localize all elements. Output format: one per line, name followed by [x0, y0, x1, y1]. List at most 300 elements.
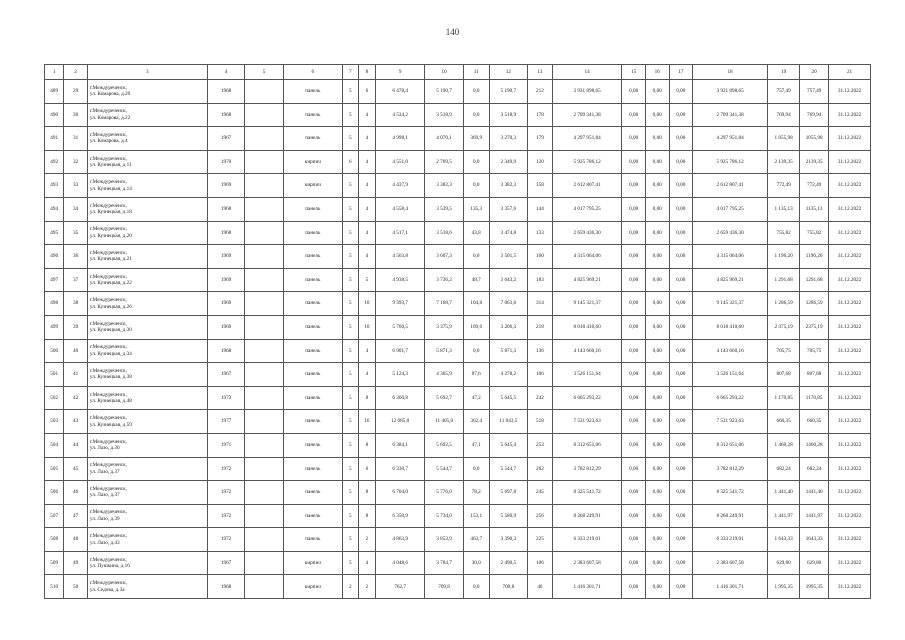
table-cell: 1643,33: [800, 528, 829, 552]
table-cell: 50: [64, 575, 88, 599]
table-cell: 262: [528, 457, 553, 481]
table-row: [45, 339, 871, 363]
table-cell: 769,94: [800, 103, 829, 127]
table-cell: 0,00: [622, 268, 646, 292]
table-cell: 4: [358, 245, 375, 269]
table-cell: 369,9: [463, 127, 489, 151]
table-cell: [245, 363, 284, 387]
address-cell: [87, 363, 207, 387]
table-cell: 362,4: [463, 410, 489, 434]
table-cell: 0,00: [669, 150, 693, 174]
table-cell: 0,00: [669, 433, 693, 457]
table-cell: 3 357,6: [489, 197, 528, 221]
table-row: [45, 174, 871, 198]
table-cell: 0,00: [622, 315, 646, 339]
table-cell: 1969: [207, 292, 244, 316]
address-cell: [87, 339, 207, 363]
table-cell: [245, 245, 284, 269]
table-cell: панель: [283, 504, 342, 528]
table-cell: 37: [64, 268, 88, 292]
table-cell: 660,35: [800, 410, 829, 434]
table-cell: 6 360,8: [376, 386, 425, 410]
address-cell: [87, 174, 207, 198]
table-cell: 6 901,7: [376, 339, 425, 363]
table-cell: 6 704,0: [376, 481, 425, 505]
table-cell: 682,24: [768, 457, 800, 481]
table-cell: 31.12.2022: [829, 103, 871, 127]
table-cell: 5 692,5: [425, 433, 464, 457]
table-cell: 133: [528, 221, 553, 245]
table-cell: 629,80: [768, 551, 800, 575]
table-cell: 518: [528, 410, 553, 434]
table-cell: 0,00: [622, 504, 646, 528]
table-cell: 0,0: [463, 80, 489, 104]
address-line: ул. Кузнецкая, д.21: [89, 256, 132, 263]
table-cell: 314: [528, 292, 553, 316]
table-cell: 1 416 301,71: [693, 575, 768, 599]
column-header: 12: [489, 65, 528, 80]
table-cell: 106: [528, 363, 553, 387]
address-cell: [87, 315, 207, 339]
table-cell: 507: [45, 504, 64, 528]
table-row: [45, 127, 871, 151]
table-cell: 35: [64, 221, 88, 245]
table-row: [45, 481, 871, 505]
table-cell: 4 048,6: [376, 551, 425, 575]
table-cell: 757,49: [768, 80, 800, 104]
address-line: г.Междуреченск,: [89, 249, 127, 256]
table-cell: [245, 268, 284, 292]
table-cell: [245, 457, 284, 481]
address-cell: [87, 575, 207, 599]
table-cell: 31.12.2022: [829, 575, 871, 599]
table-cell: 1970: [207, 150, 244, 174]
table-cell: 183: [528, 268, 553, 292]
table-cell: 1968: [207, 339, 244, 363]
table-cell: 46: [528, 575, 553, 599]
table-cell: 5 190,7: [489, 80, 528, 104]
table-cell: 0,00: [669, 575, 693, 599]
table-cell: 6: [358, 457, 375, 481]
table-cell: 5: [342, 457, 358, 481]
address-line: ул. Лазо, д.37: [89, 468, 120, 475]
table-cell: 4 278,2: [489, 363, 528, 387]
table-cell: 0,00: [669, 551, 693, 575]
table-cell: панель: [283, 457, 342, 481]
table-cell: 0,00: [622, 575, 646, 599]
table-cell: 2 709 341,38: [552, 103, 622, 127]
table-cell: 1968: [207, 197, 244, 221]
column-header: 18: [693, 65, 768, 80]
table-cell: 135,3: [463, 197, 489, 221]
table-cell: 5: [342, 410, 358, 434]
address-line: г.Междуреченск,: [89, 438, 127, 445]
table-cell: 500: [45, 339, 64, 363]
table-cell: 8 325 541,72: [552, 481, 622, 505]
table-cell: 1 291,68: [768, 268, 800, 292]
table-cell: 2 139,35: [768, 150, 800, 174]
table-cell: 0,00: [622, 410, 646, 434]
table-cell: 0,00: [622, 80, 646, 104]
table-cell: панель: [283, 315, 342, 339]
table-cell: кирпич: [283, 150, 342, 174]
table-cell: 490: [45, 103, 64, 127]
table-cell: 9 393,7: [376, 292, 425, 316]
address-line: г.Междуреченск,: [89, 556, 127, 563]
table-cell: 3 931 898,65: [552, 80, 622, 104]
table-cell: 4: [358, 551, 375, 575]
table-cell: 5 925 786,12: [552, 150, 622, 174]
column-header: 21: [829, 65, 871, 80]
table-cell: 0,00: [645, 575, 669, 599]
table-cell: 8: [358, 481, 375, 505]
table-cell: 31.12.2022: [829, 504, 871, 528]
table-cell: 4: [358, 197, 375, 221]
housing-register-table: [44, 64, 871, 599]
table-cell: 47,2: [463, 386, 489, 410]
table-cell: 5 925 786,12: [693, 150, 768, 174]
table-cell: панель: [283, 292, 342, 316]
table-cell: 1 170,85: [768, 386, 800, 410]
table-cell: 4 551,0: [376, 150, 425, 174]
column-header: 8: [358, 65, 375, 80]
table-cell: 2 490,5: [489, 551, 528, 575]
table-cell: 0,00: [622, 221, 646, 245]
table-cell: 0,00: [645, 528, 669, 552]
table-cell: 1972: [207, 457, 244, 481]
table-cell: 1 441,40: [768, 481, 800, 505]
table-cell: 4 825 969,21: [552, 268, 622, 292]
column-header: 13: [528, 65, 553, 80]
table-cell: 3 518,9: [489, 103, 528, 127]
table-cell: 5 760,5: [376, 315, 425, 339]
table-cell: 2 659 436,30: [693, 221, 768, 245]
table-cell: 3 501,5: [489, 245, 528, 269]
table-cell: 1 286,59: [768, 292, 800, 316]
table-cell: [245, 386, 284, 410]
table-cell: 7 531 923,63: [693, 410, 768, 434]
table-cell: 1 995,35: [768, 575, 800, 599]
table-cell: 660,35: [768, 410, 800, 434]
address-line: ул. Лазо, д.43: [89, 539, 120, 546]
table-cell: 502: [45, 386, 64, 410]
table-cell: панель: [283, 433, 342, 457]
table-cell: 0,00: [622, 174, 646, 198]
table-cell: 31.12.2022: [829, 315, 871, 339]
column-header: 15: [622, 65, 646, 80]
table-cell: 1968: [207, 80, 244, 104]
table-cell: 5 871,3: [489, 339, 528, 363]
table-cell: 1291,68: [800, 268, 829, 292]
table-cell: 4 517,1: [376, 221, 425, 245]
table-cell: 4 017 795,25: [693, 197, 768, 221]
table-cell: 31.12.2022: [829, 221, 871, 245]
address-cell: [87, 433, 207, 457]
column-header: 19: [768, 65, 800, 80]
column-header: 11: [463, 65, 489, 80]
table-cell: 4: [358, 174, 375, 198]
address-cell: [87, 150, 207, 174]
table-cell: 30,0: [463, 551, 489, 575]
table-cell: 5: [342, 292, 358, 316]
address-line: г.Междуреченск,: [89, 415, 127, 422]
table-cell: панель: [283, 363, 342, 387]
table-cell: 4 825 969,21: [693, 268, 768, 292]
table-cell: 0,0: [463, 174, 489, 198]
table-cell: 6 665 293,22: [693, 386, 768, 410]
table-row: [45, 504, 871, 528]
table-cell: 31.12.2022: [829, 292, 871, 316]
table-cell: 0,00: [622, 127, 646, 151]
table-cell: 505: [45, 457, 64, 481]
table-cell: 225: [528, 528, 553, 552]
table-cell: 4: [358, 150, 375, 174]
table-cell: 5 692,7: [425, 386, 464, 410]
address-line: ул. Лазо, д.30: [89, 445, 120, 452]
address-line: г.Междуреченск,: [89, 273, 127, 280]
table-cell: 0,00: [669, 80, 693, 104]
table-cell: 0,00: [645, 245, 669, 269]
address-line: ул. Комарова, д.22: [89, 114, 131, 121]
table-cell: 87,6: [463, 363, 489, 387]
table-cell: 0,0: [463, 457, 489, 481]
table-cell: 3 206,3: [489, 315, 528, 339]
table-cell: 4 534,2: [376, 103, 425, 127]
table-cell: 3 526 151,64: [693, 363, 768, 387]
table-cell: 0,00: [645, 197, 669, 221]
table-cell: 8: [358, 433, 375, 457]
table-cell: 772,49: [768, 174, 800, 198]
table-cell: 5 734,0: [425, 504, 464, 528]
table-cell: панель: [283, 103, 342, 127]
table-cell: [245, 127, 284, 151]
table-cell: 0,00: [669, 339, 693, 363]
table-cell: 709,8: [489, 575, 528, 599]
table-cell: [245, 174, 284, 198]
table-cell: 1170,85: [800, 386, 829, 410]
table-body: [45, 80, 871, 599]
address-line: г.Междуреченск,: [89, 391, 127, 398]
table-cell: 705,75: [800, 339, 829, 363]
table-cell: 0,00: [669, 410, 693, 434]
table-cell: 6 333 219,01: [552, 528, 622, 552]
table-cell: 5: [342, 245, 358, 269]
table-cell: 4: [358, 127, 375, 151]
table-cell: 0,00: [669, 481, 693, 505]
table-cell: 4 070,1: [425, 127, 464, 151]
table-cell: [245, 504, 284, 528]
table-cell: 8: [358, 504, 375, 528]
address-cell: [87, 103, 207, 127]
table-cell: панель: [283, 481, 342, 505]
table-row: [45, 197, 871, 221]
table-cell: 31.12.2022: [829, 433, 871, 457]
table-cell: 0,00: [645, 339, 669, 363]
address-line: ул. Кузнецкая, д.26: [89, 303, 132, 310]
column-header: 17: [669, 65, 693, 80]
table-cell: 4 998,1: [376, 127, 425, 151]
table-cell: [245, 575, 284, 599]
table-cell: 8 325 541,72: [693, 481, 768, 505]
table-cell: 5: [342, 174, 358, 198]
address-line: г.Междуреченск,: [89, 367, 127, 374]
address-line: г.Междуреченск,: [89, 108, 127, 115]
table-cell: 0,00: [645, 292, 669, 316]
table-cell: панель: [283, 386, 342, 410]
table-cell: 2 375,19: [768, 315, 800, 339]
table-header-row: [45, 65, 871, 80]
table-cell: 8 018 410,60: [693, 315, 768, 339]
table-cell: 1977: [207, 410, 244, 434]
column-header: 3: [87, 65, 207, 80]
table-cell: 0,0: [463, 575, 489, 599]
column-header: 7: [342, 65, 358, 80]
table-cell: 5: [342, 339, 358, 363]
table-cell: 5 697,8: [489, 481, 528, 505]
table-cell: 0,00: [645, 150, 669, 174]
table-cell: 4: [358, 221, 375, 245]
table-cell: 4 365,9: [425, 363, 464, 387]
table-cell: 0,00: [645, 315, 669, 339]
table-cell: 160: [528, 245, 553, 269]
table-cell: 3 375,9: [425, 315, 464, 339]
column-header: 6: [283, 65, 342, 80]
table-cell: 49: [64, 551, 88, 575]
address-line: г.Междуреченск,: [89, 509, 127, 516]
table-cell: 40: [64, 339, 88, 363]
table-cell: 2 383 607,58: [693, 551, 768, 575]
table-cell: 120: [528, 150, 553, 174]
table-cell: 31: [64, 127, 88, 151]
table-cell: 0,00: [645, 363, 669, 387]
table-cell: 5 544,7: [489, 457, 528, 481]
table-cell: панель: [283, 339, 342, 363]
table-cell: 5: [342, 528, 358, 552]
address-line: ул. Кузнецкая, д.48: [89, 398, 132, 405]
address-cell: [87, 386, 207, 410]
table-cell: 3 607,3: [425, 245, 464, 269]
address-line: ул. Кузнецкая, д.22: [89, 280, 132, 287]
table-cell: 6: [358, 80, 375, 104]
column-header: 16: [645, 65, 669, 80]
table-cell: 1973: [207, 386, 244, 410]
table-cell: 2: [358, 528, 375, 552]
table-cell: 0,00: [622, 481, 646, 505]
table-cell: 705,75: [768, 339, 800, 363]
table-cell: 1 643,33: [768, 528, 800, 552]
table-cell: 31.12.2022: [829, 528, 871, 552]
table-cell: 4 143 660,16: [552, 339, 622, 363]
table-cell: 493: [45, 174, 64, 198]
table-cell: 2375,19: [800, 315, 829, 339]
table-cell: панель: [283, 127, 342, 151]
table-cell: 0,0: [463, 339, 489, 363]
table-cell: 1 416 301,71: [552, 575, 622, 599]
table-cell: 104,8: [463, 292, 489, 316]
table-cell: 245: [528, 481, 553, 505]
address-cell: [87, 551, 207, 575]
address-cell: [87, 221, 207, 245]
address-cell: [87, 268, 207, 292]
table-cell: кирпич: [283, 551, 342, 575]
table-cell: 0,00: [622, 292, 646, 316]
table-cell: кирпич: [283, 575, 342, 599]
table-cell: [245, 103, 284, 127]
table-cell: 709,8: [425, 575, 464, 599]
table-cell: [245, 315, 284, 339]
table-cell: 32: [64, 150, 88, 174]
table-cell: 0,00: [645, 80, 669, 104]
table-row: [45, 103, 871, 127]
table-cell: 179: [528, 127, 553, 151]
table-cell: 0,0: [463, 245, 489, 269]
table-cell: 1969: [207, 268, 244, 292]
table-cell: 0,00: [669, 363, 693, 387]
table-cell: 0,00: [645, 103, 669, 127]
table-cell: 29: [64, 80, 88, 104]
table-cell: 3 382,3: [489, 174, 528, 198]
table-cell: [245, 410, 284, 434]
table-cell: 78,2: [463, 481, 489, 505]
table-cell: 0,00: [669, 292, 693, 316]
table-cell: 0,00: [645, 481, 669, 505]
table-cell: 2 709 341,38: [693, 103, 768, 127]
table-cell: 1 460,28: [768, 433, 800, 457]
table-cell: 43: [64, 410, 88, 434]
table-cell: 4 563,8: [376, 245, 425, 269]
table-cell: 0,00: [669, 457, 693, 481]
address-line: г.Междуреченск,: [89, 179, 127, 186]
table-cell: 0,00: [645, 268, 669, 292]
table-cell: 3 853,9: [425, 528, 464, 552]
table-cell: 42: [64, 386, 88, 410]
table-cell: 2 659 436,30: [552, 221, 622, 245]
table-cell: 3 518,9: [425, 103, 464, 127]
table-cell: 807,68: [800, 363, 829, 387]
table-cell: 6 330,7: [376, 457, 425, 481]
address-line: г.Междуреченск,: [89, 580, 127, 587]
table-cell: 4: [358, 339, 375, 363]
table-cell: [245, 292, 284, 316]
address-line: г.Междуреченск,: [89, 344, 127, 351]
address-cell: [87, 197, 207, 221]
table-cell: 8 312 651,06: [693, 433, 768, 457]
table-cell: 4 938,5: [376, 268, 425, 292]
table-cell: 1441,97: [800, 504, 829, 528]
table-cell: 6 665 293,22: [552, 386, 622, 410]
table-cell: 5 776,0: [425, 481, 464, 505]
table-cell: панель: [283, 268, 342, 292]
table-cell: [245, 433, 284, 457]
address-line: ул. Кузнецкая, д.30: [89, 327, 132, 334]
table-cell: 1968: [207, 103, 244, 127]
table-cell: 31.12.2022: [829, 457, 871, 481]
table-cell: 253: [528, 433, 553, 457]
address-line: ул. Комарова, д.4: [89, 138, 128, 145]
table-cell: 5: [342, 433, 358, 457]
address-line: г.Междуреченск,: [89, 131, 127, 138]
table-cell: 2 612 807,41: [693, 174, 768, 198]
table-cell: 9 145 321,37: [552, 292, 622, 316]
table-cell: 0,00: [622, 245, 646, 269]
table-row: [45, 410, 871, 434]
table-cell: 1969: [207, 315, 244, 339]
table-cell: 144: [528, 197, 553, 221]
table-row: [45, 80, 871, 104]
table-cell: 5 645,4: [489, 433, 528, 457]
table-cell: 510: [45, 575, 64, 599]
table-cell: 5: [342, 504, 358, 528]
